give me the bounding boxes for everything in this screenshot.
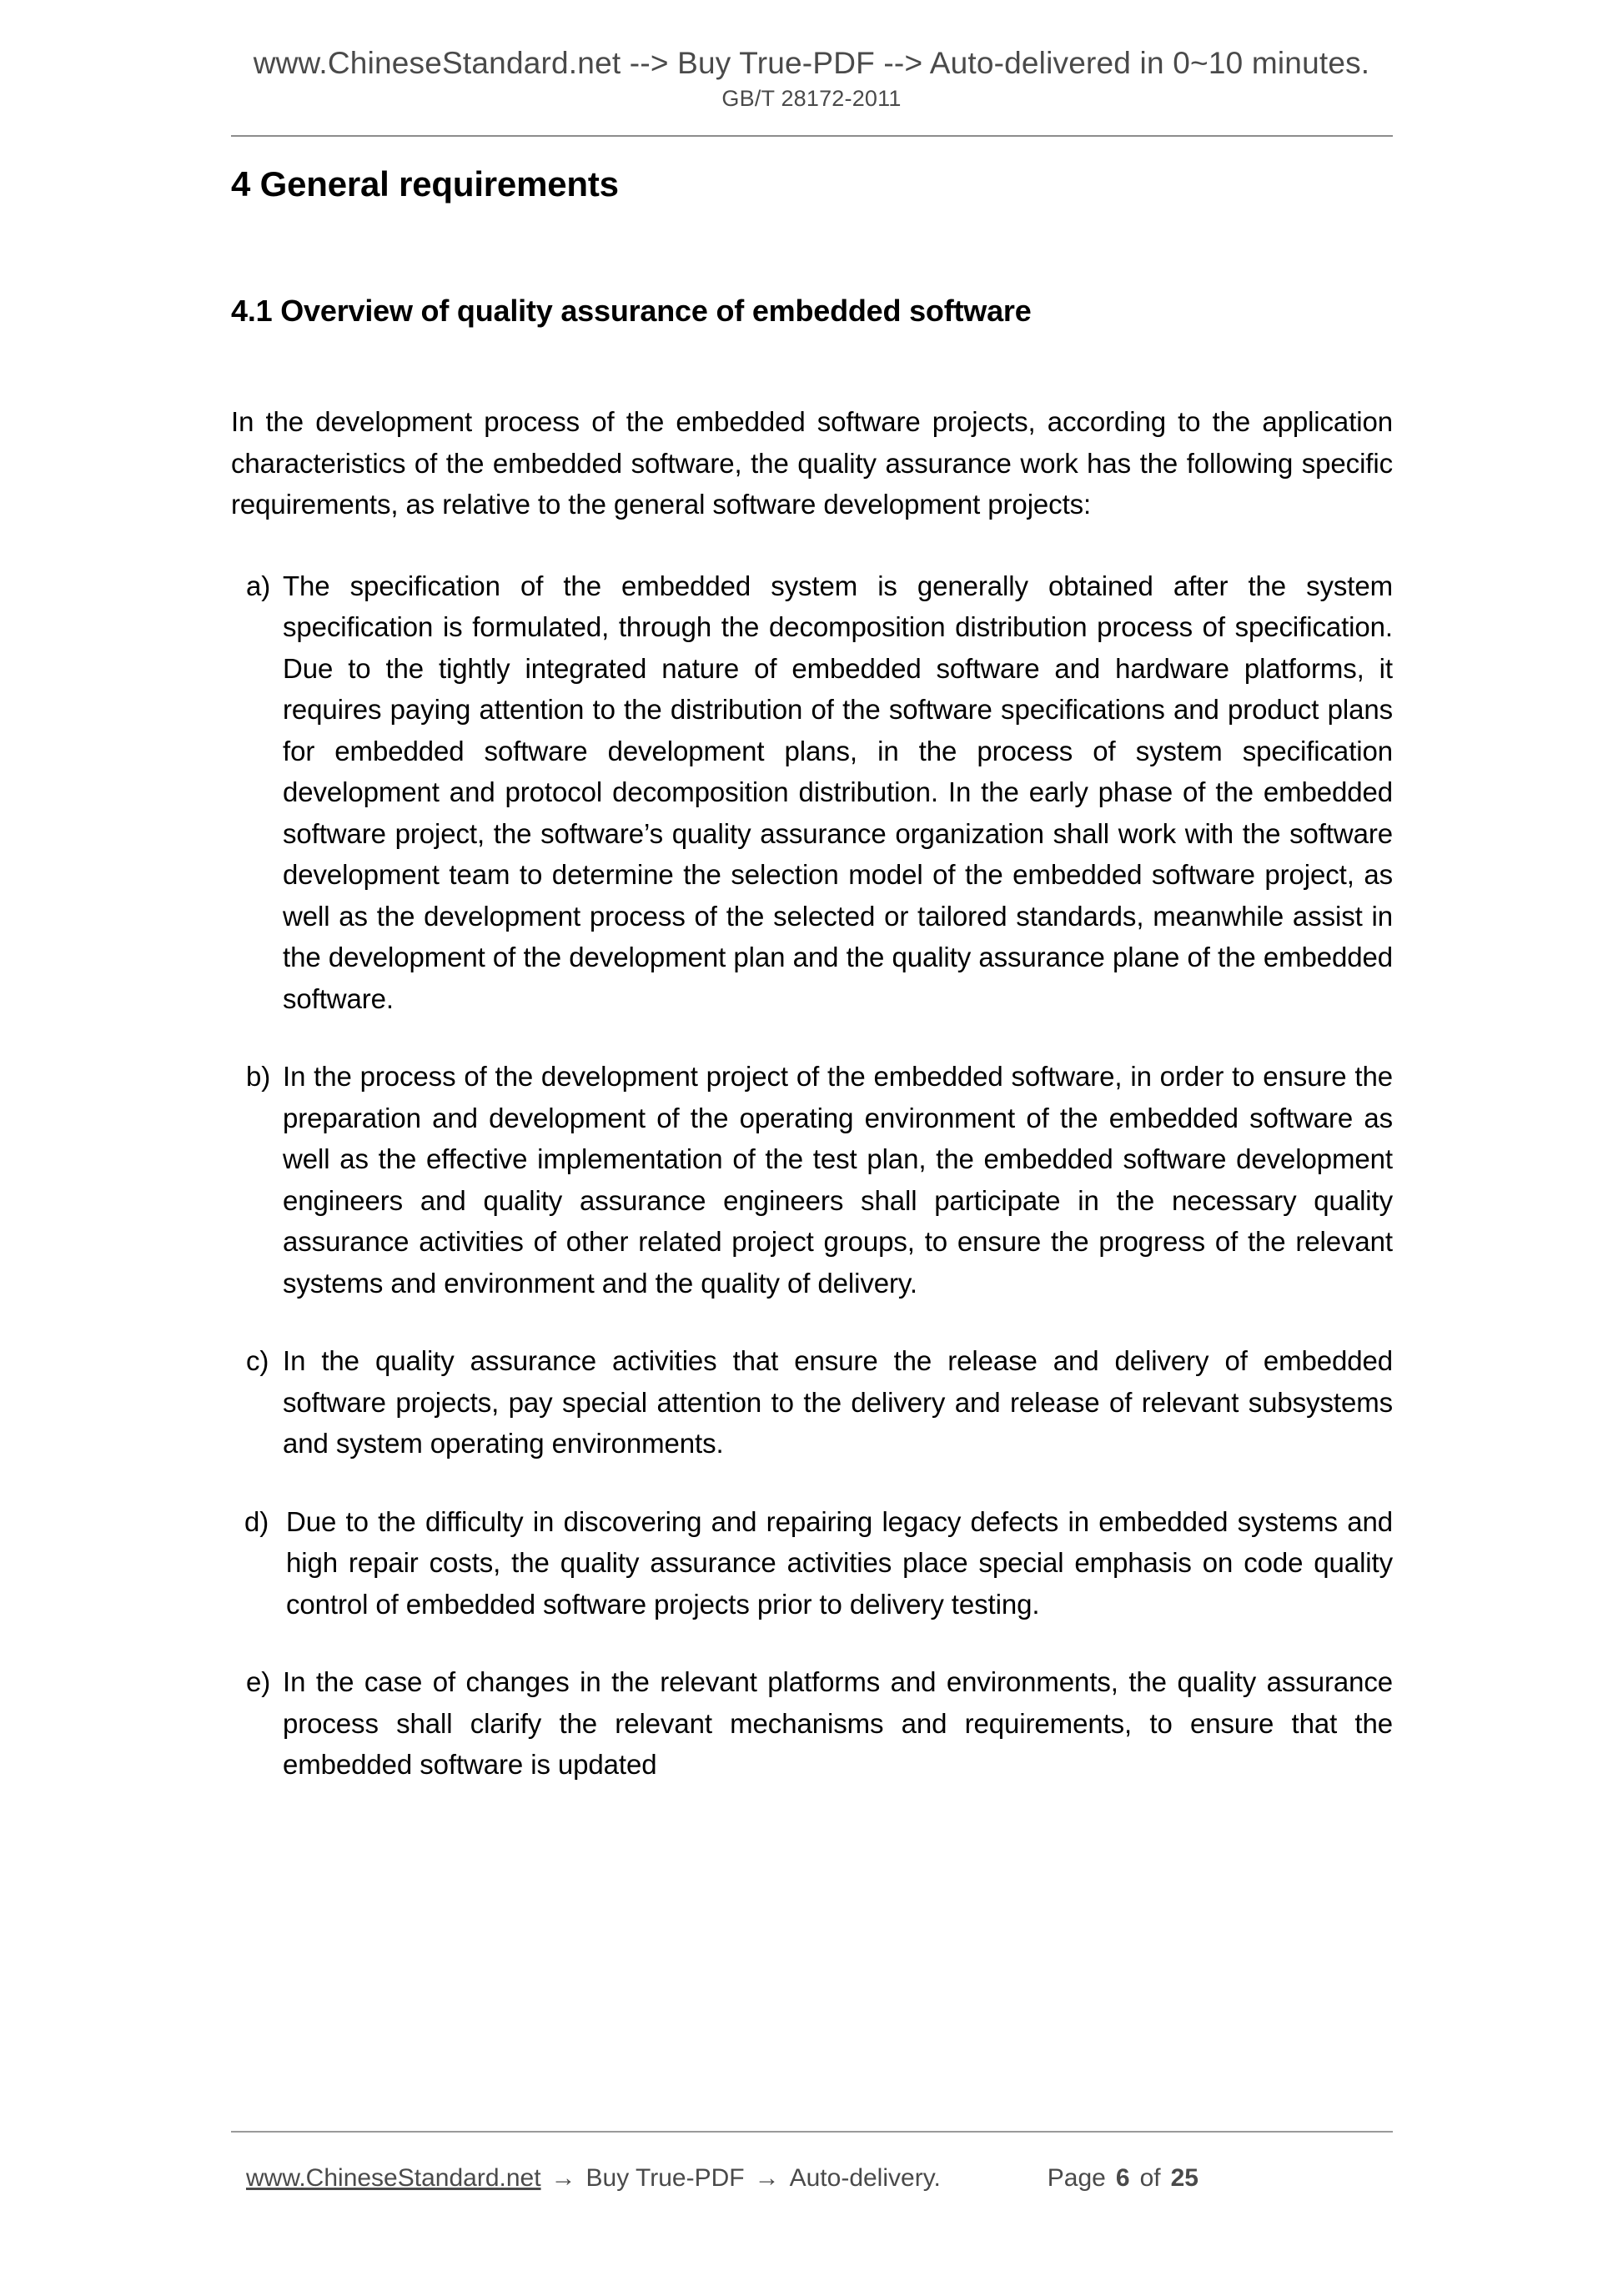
subsection-heading: 4.1 Overview of quality assurance of embedded software	[231, 294, 1032, 329]
footer-promo	[246, 2164, 941, 2193]
page-total: 25	[1170, 2164, 1198, 2192]
page-footer	[231, 2131, 1393, 2193]
list-item-text: Due to the difficulty in discovering and repairing legacy defects in embedded systems and high repair costs, the quality assurance activities place special emphasis on code quality control of embedded software projects prior to delivery testing.	[286, 1505, 1393, 1620]
arrow-right-icon: →	[550, 2164, 576, 2192]
list-item	[231, 1056, 1393, 1304]
page-of-label: of	[1139, 2164, 1161, 2192]
list-item	[231, 1501, 1393, 1625]
list-item	[231, 1661, 1393, 1786]
footer-buy-text: Buy True-PDF	[585, 2164, 745, 2192]
list-marker: e)	[246, 1666, 271, 1698]
list-item-text: In the quality assurance activities that ensure the release and delivery of embedded software projects, pay special attention to the delivery and release of relevant subsystems and system operating environments.	[283, 1345, 1393, 1459]
page-number: 6	[1115, 2164, 1130, 2192]
list-marker: c)	[246, 1345, 269, 1377]
list-item-text: In the process of the development project of the embedded software, in order to ensure the preparation and development of the operating environment of the embedded software as well as the effective implementation of the test plan, the embedded software development engineers and quality assurance engineers shall participate in the necessary quality assurance activities of other related project groups, to ensure the progress of the relevant systems and environment and the quality of delivery.	[283, 1061, 1393, 1299]
promo-banner-text: www.ChineseStandard.net --> Buy True-PDF --> Auto-delivered in 0~10 minutes.	[253, 46, 1370, 80]
list-item-text: In the case of changes in the relevant platforms and environments, the quality assurance process shall clarify the relevant mechanisms and requirements, to ensure that the embedded software is updated	[283, 1666, 1393, 1781]
list-item-text: The specification of the embedded system is generally obtained after the system specification is formulated, through the decomposition distribution process of specification. Due to the tightly integrated nature of embedded software and hardware platforms, it requires paying attention to the distribution of the software specifications and product plans for embedded software development plans, in the process of system specification development and protocol decomposition distribution. In the early phase of the embedded software project, the software’s quality assurance organization shall work with the software development team to determine the selection model of the embedded software project, as well as the development process of the selected or tailored standards, meanwhile assist in the development of the development plan and the quality assurance plane of the embedded software.	[283, 570, 1393, 1014]
footer-divider	[231, 2131, 1393, 2133]
footer-row	[231, 2164, 1393, 2193]
document-content	[231, 163, 1393, 1786]
list-marker: b)	[246, 1061, 271, 1093]
list-marker: a)	[246, 570, 271, 601]
footer-site-link[interactable]: www.ChineseStandard.net	[246, 2164, 541, 2192]
page-label: Page	[1047, 2164, 1106, 2192]
subheading-spacer	[231, 329, 1393, 401]
list-item	[231, 565, 1393, 1020]
page-header	[0, 0, 1623, 142]
standard-number-text: GB/T 28172-2011	[721, 86, 902, 111]
list-marker: d)	[244, 1505, 269, 1537]
page-indicator	[1048, 2164, 1198, 2193]
intro-paragraph: In the development process of the embedded software projects, according to the application characteristics of the embedded software, the quality assurance work has the following specific requirements, as relative to the general software development projects:	[231, 406, 1393, 520]
arrow-right-icon: →	[754, 2164, 780, 2192]
heading-spacer	[231, 205, 1393, 292]
footer-delivery-text: Auto-delivery.	[789, 2164, 941, 2192]
requirements-list	[231, 565, 1393, 1786]
section-heading: 4 General requirements	[231, 164, 619, 203]
list-item	[231, 1340, 1393, 1465]
header-divider	[231, 135, 1393, 137]
